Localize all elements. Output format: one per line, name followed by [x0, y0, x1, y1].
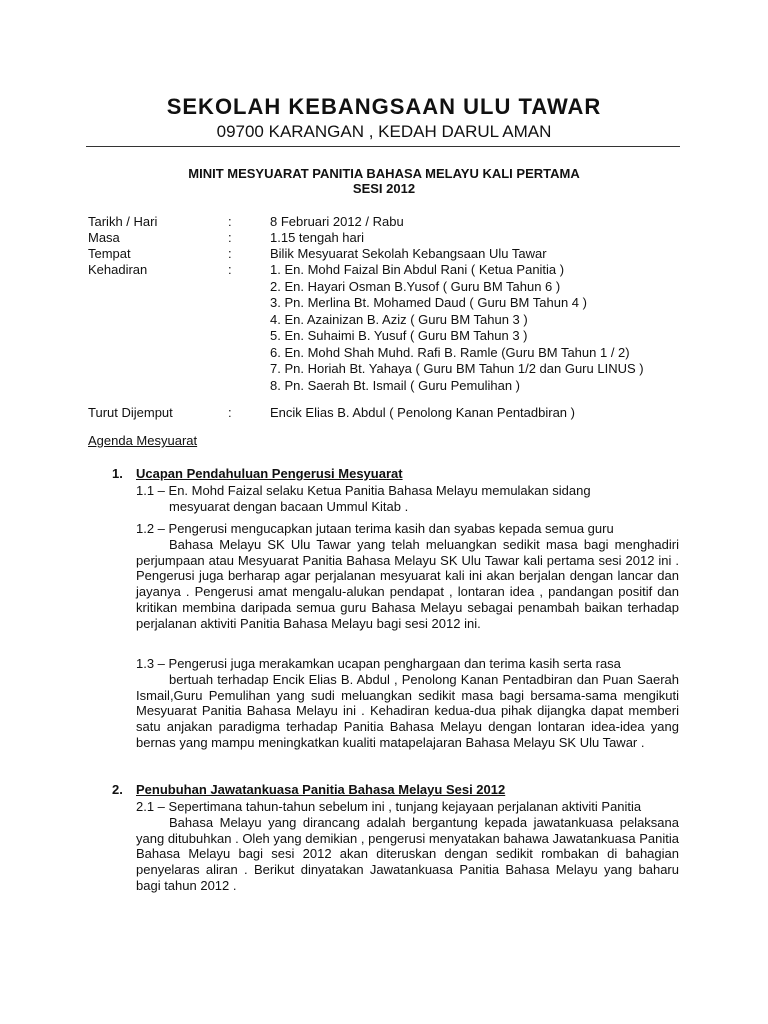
paragraph-body: mesyuarat dengan bacaan Ummul Kitab .	[169, 498, 409, 514]
attendee-item: 7. Pn. Horiah Bt. Yahaya ( Guru BM Tahun 1/2 dan Guru LINUS )	[270, 361, 644, 376]
paragraph-first-line: 1.1 – En. Mohd Faizal selaku Ketua Panitia Bahasa Melayu memulakan sidang	[136, 483, 591, 498]
section-number: 2.	[112, 782, 123, 797]
document-title	[0, 166, 768, 196]
minute-paragraph	[136, 521, 679, 632]
attendance-list	[270, 262, 644, 394]
section-number: 1.	[112, 466, 123, 481]
paragraph-first-line: 1.2 – Pengerusi mengucapkan jutaan terima kasih dan syabas kepada semua guru	[136, 521, 614, 536]
field-label: Tempat	[88, 246, 131, 261]
field-colon: :	[228, 214, 232, 229]
attendee-item: 8. Pn. Saerah Bt. Ismail ( Guru Pemulihan )	[270, 377, 520, 393]
field-label: Kehadiran	[88, 262, 148, 277]
document-title-line1: MINIT MESYUARAT PANITIA BAHASA MELAYU KALI PERTAMA	[188, 166, 580, 181]
paragraph-first-line: 1.3 – Pengerusi juga merakamkan ucapan penghargaan dan terima kasih serta rasa	[136, 656, 621, 671]
field-colon: :	[228, 246, 232, 261]
attendee-item: 5. En. Suhaimi B. Yusuf ( Guru BM Tahun 3 )	[270, 328, 528, 343]
field-value: 1.15 tengah hari	[270, 230, 364, 245]
minute-paragraph	[136, 799, 679, 894]
attendee-item: 4. En. Azainizan B. Aziz ( Guru BM Tahun 3 )	[270, 311, 528, 327]
attendee-item: 2. En. Hayari Osman B.Yusof ( Guru BM Tahun 6 )	[270, 278, 561, 294]
paragraph-body: bertuah terhadap Encik Elias B. Abdul , Penolong Kanan Pentadbiran dan Puan Saerah Ismail,Guru Pemulihan yang sudi meluangkan sedikit masa bagi bersama-sama mengikuti Mesyuarat Panitia Bahasa Melayu ini . Kehadiran kedua-dua pihak dijangka dapat memberi satu anjakan paradigma terhadap Panitia Bahasa Melayu dengan lontaran idea-idea yang bernas yang mampu meningkatkan kualiti matapelajaran Bahasa Melayu SK Ulu Tawar .	[136, 671, 679, 750]
paragraph-body: Bahasa Melayu SK Ulu Tawar yang telah meluangkan sedikit masa bagi menghadiri perjumpaan atau Mesyuarat Panitia Bahasa Melayu SK Ulu Tawar kali pertama sesi 2012 ini . Pengerusi juga berharap agar perjalanan mesyuarat kali ini akan berjalan dengan lancar dan jayanya . Pengerusi amat mengalu-alukan pendapat , lontaran idea , pandangan positif dan kritikan membina daripada semua guru Bahasa Melayu sebagai penambah baikan terhadap perjalanan aktiviti Panitia Bahasa Melayu bagi sesi 2012 ini.	[136, 536, 679, 631]
section-title: Penubuhan Jawatankuasa Panitia Bahasa Melayu Sesi 2012	[136, 782, 506, 797]
field-label: Turut Dijemput	[88, 405, 173, 420]
field-value: Bilik Mesyuarat Sekolah Kebangsaan Ulu Tawar	[270, 246, 547, 261]
paragraph-body: Bahasa Melayu yang dirancang adalah bergantung kepada jawatankuasa pelaksana yang ditubuhkan . Oleh yang demikian , pengerusi menyatakan bahawa Jawatankuasa Panitia Bahasa Melayu bagi sesi 2012 akan diteruskan dengan sedikit rombakan di bahagian penyelaras aliran . Berikut dinyatakan Jawatankuasa Panitia Bahasa Melayu yang baharu bagi tahun 2012 .	[136, 814, 679, 893]
document-title-line2: SESI 2012	[352, 181, 416, 196]
field-colon: :	[228, 405, 232, 420]
attendee-item: 3. Pn. Merlina Bt. Mohamed Daud ( Guru BM Tahun 4 )	[270, 295, 587, 310]
attendee-item: 6. En. Mohd Shah Muhd. Rafi B. Ramle (Guru BM Tahun 1 / 2)	[270, 344, 630, 360]
field-label: Masa	[88, 230, 120, 245]
minute-paragraph	[136, 483, 679, 515]
minute-paragraph	[136, 656, 679, 751]
agenda-heading: Agenda Mesyuarat	[88, 433, 198, 448]
field-colon: :	[228, 230, 232, 245]
attendee-item: 1. En. Mohd Faizal Bin Abdul Rani ( Ketua Panitia )	[270, 262, 565, 277]
field-label: Tarikh / Hari	[88, 214, 158, 229]
header-divider	[86, 146, 680, 147]
paragraph-first-line: 2.1 – Sepertimana tahun-tahun sebelum ini , tunjang kejayaan perjalanan aktiviti Panitia	[136, 799, 642, 814]
invited-guest-row	[88, 405, 688, 421]
field-colon: :	[228, 262, 232, 277]
field-value: Encik Elias B. Abdul ( Penolong Kanan Pentadbiran )	[270, 405, 575, 420]
section-title: Ucapan Pendahuluan Pengerusi Mesyuarat	[136, 466, 403, 481]
school-address: 09700 KARANGAN , KEDAH DARUL AMAN	[216, 122, 552, 141]
school-name: SEKOLAH KEBANGSAAN ULU TAWAR	[166, 94, 602, 119]
field-value: 8 Februari 2012 / Rabu	[270, 214, 404, 229]
